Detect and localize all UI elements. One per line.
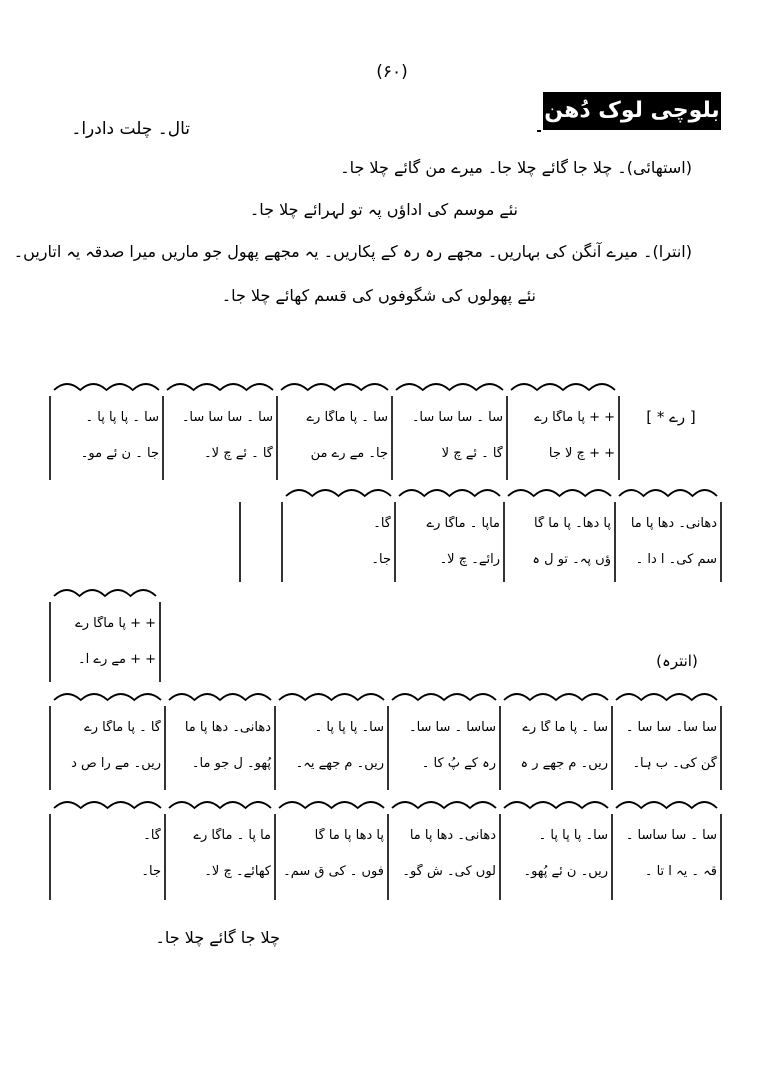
- bol-cell: گن کی۔ ب ہا۔: [632, 756, 717, 771]
- block2-arc: [286, 490, 391, 496]
- block5-arc: [392, 802, 496, 808]
- bol-cell: کھائے۔ چ لا۔: [204, 864, 271, 879]
- swar-cell: پا دھا پا ما گا: [314, 828, 384, 843]
- bol-cell: جا۔: [371, 552, 391, 567]
- bol-cell: گا ۔ ئے چ لا۔: [204, 446, 273, 461]
- block1-arc: [396, 384, 503, 390]
- bol-cell: + + مے رے آ۔: [77, 652, 156, 667]
- swar-cell: دھانی۔ دھا پا ما: [630, 516, 717, 531]
- block5-arc: [279, 802, 384, 808]
- antra-tag: (انترہ): [656, 652, 698, 670]
- block5-arc: [169, 802, 271, 808]
- bol-cell: ریں۔ مے را ص د: [71, 756, 161, 771]
- bol-cell: رائے۔ چ لا۔: [439, 552, 500, 567]
- bol-cell: پُھو۔ ل جو ما۔: [191, 756, 271, 771]
- bol-cell: قہ ۔ یہ اُ تا ۔: [644, 864, 717, 879]
- block4-arc: [392, 694, 496, 700]
- block5-arc: [54, 802, 161, 808]
- swar-cell: سا ۔ سا سا سا۔: [411, 410, 503, 425]
- song-title: بلوچی لوک دُھن: [543, 92, 721, 130]
- block4-arc: [169, 694, 271, 700]
- block1-arc: [167, 384, 273, 390]
- page-number: (۶۰): [376, 62, 408, 82]
- bol-cell: فوں ۔ کی ق سم۔: [283, 864, 384, 879]
- block1-arc: [281, 384, 388, 390]
- bol-cell: سم کی۔ ا دا ۔: [635, 552, 717, 567]
- swar-cell: سا ۔ پا ماگا رے: [306, 410, 388, 425]
- swar-cell: گا ۔ پا ماگا رے: [84, 720, 161, 735]
- bol-cell: جا ۔ ن ئے مو۔: [80, 446, 159, 461]
- block2-arc: [399, 490, 500, 496]
- bol-cell: گا ۔ ئے چ لا: [441, 446, 503, 461]
- swar-cell: پا دھا۔ پا ما گا: [534, 516, 611, 531]
- swar-cell: + + پا ماگا رے: [534, 410, 615, 425]
- bol-cell: ریں۔ ن ئے پُھو۔: [523, 864, 608, 879]
- block1-arc: [54, 384, 159, 390]
- sthayi-line-1: (استھائی)۔ چلا جا گائے چلا جا۔ میرے من گائے چلا جا۔: [340, 158, 692, 177]
- taal-label: تال۔ چلت دادرا۔: [71, 119, 190, 139]
- block3-arc: [54, 590, 156, 596]
- swar-cell: سا سا۔ سا سا ۔: [625, 720, 717, 735]
- block4-arc: [279, 694, 384, 700]
- bol-cell: جا۔ مے رے من: [310, 446, 388, 461]
- swar-cell: سا۔ پا پا پا ۔: [314, 720, 384, 735]
- bol-cell: ؤں پہ۔ تو ل ہ: [532, 552, 611, 567]
- title-underline: [537, 130, 541, 132]
- bol-cell: جا۔: [141, 864, 161, 879]
- bol-cell: ریں۔ م جھے ر ہ: [520, 756, 608, 771]
- closing-line: چلا جا گائے چلا جا۔: [155, 928, 280, 947]
- antra-line-2: نئے پھولوں کی شگوفوں کی قسم کھائے چلا جا۔: [221, 286, 536, 305]
- swar-cell: سا۔ پا پا پا ۔: [538, 828, 608, 843]
- block2-arc: [508, 490, 611, 496]
- swar-cell: ماپا ۔ ماگا رے: [426, 516, 500, 531]
- swar-cell: + + پا ماگا رے: [75, 616, 156, 631]
- antra-line-1: (انترا)۔ میرے آنگن کی بہاریں۔ مجھے رہ رہ کے پکاریں۔ یہ مجھے پھول جو ماریں میرا صدقہ یہ اتاریں۔: [13, 242, 692, 261]
- swar-cell: سا ۔ پا ما گا رے: [522, 720, 608, 735]
- swar-cell: گا۔: [373, 516, 391, 531]
- swar-cell: سا ۔ سا سا سا۔: [181, 410, 273, 425]
- block4-arc: [54, 694, 161, 700]
- swar-cell: ما پا ۔ ماگا رے: [193, 828, 271, 843]
- block1-arc: [511, 384, 615, 390]
- swar-cell: دھانی۔ دھا پا ما: [184, 720, 271, 735]
- block2-arc: [619, 490, 717, 496]
- swar-cell: سا ۔ پا پا پا ۔: [85, 410, 159, 425]
- bol-cell: ریں۔ م جھے یہ۔: [295, 756, 384, 771]
- block5-arc: [616, 802, 717, 808]
- bol-cell: لوں کی۔ ش گُو۔: [402, 864, 496, 879]
- block4-arc: [504, 694, 608, 700]
- sthayi-line-2: نئے موسم کی اداؤں پہ تو لہرائے چلا جا۔: [249, 200, 518, 219]
- swar-cell: دھانی۔ دھا پا ما: [409, 828, 496, 843]
- swar-cell: سا ۔ سا ساسا ۔: [625, 828, 717, 843]
- re-tag: [ رے * ]: [646, 408, 696, 426]
- swar-cell: ساسا ۔ سا سا۔: [408, 720, 496, 735]
- bol-cell: + + چ لا جا: [548, 446, 615, 461]
- block5-arc: [504, 802, 608, 808]
- swar-cell: گا۔: [143, 828, 161, 843]
- block4-arc: [616, 694, 717, 700]
- bol-cell: رہ کے پُ کا ۔: [421, 756, 496, 771]
